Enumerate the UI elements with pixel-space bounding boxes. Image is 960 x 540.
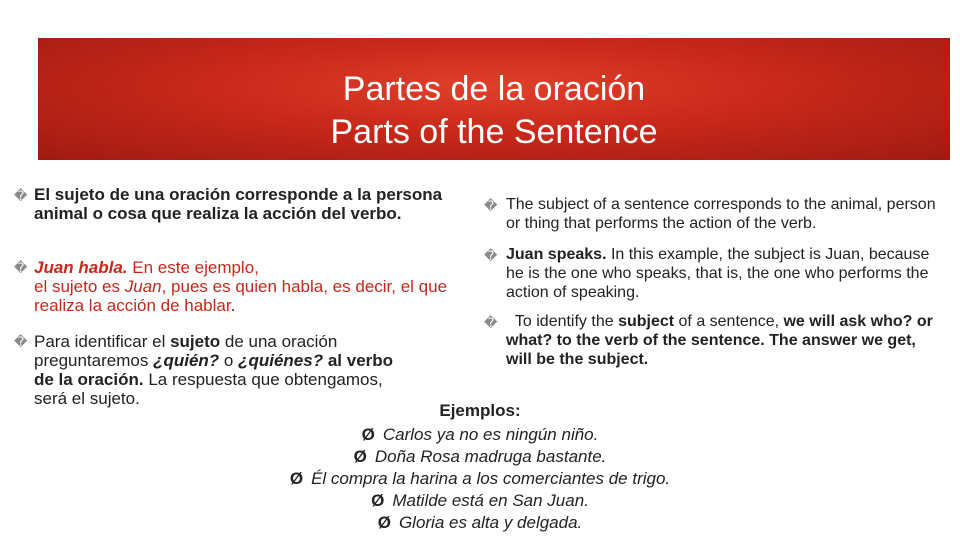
left-bullet-3: Para identificar el sujeto de una oración preguntaremos ¿quién? o ¿quiénes? al verbo de la oración. La respuesta que obtengamos, será el sujeto.: [34, 332, 394, 408]
bullet-icon: �: [484, 315, 498, 330]
bullet-icon: �: [14, 260, 28, 275]
example-item: Ø Matilde está en San Juan.: [371, 491, 589, 510]
left-bullet-1: El sujeto de una oración corresponde a la persona animal o cosa que realiza la acción del verbo.: [34, 185, 443, 223]
arrow-bullet-icon: Ø: [377, 513, 391, 532]
arrow-bullet-icon: Ø: [353, 447, 367, 466]
example-item: Ø Carlos ya no es ningún niño.: [361, 425, 599, 444]
left-bullet-2: Juan habla. En este ejemplo, el sujeto es Juan, pues es quien habla, es decir, el que realiza la acción de hablar.: [34, 258, 448, 315]
arrow-bullet-icon: Ø: [361, 425, 375, 444]
example-item: Ø Él compra la harina a los comerciantes de trigo.: [289, 469, 671, 488]
example-sentence: Juan habla.: [34, 258, 128, 277]
example-item: Ø Doña Rosa madruga bastante.: [353, 447, 607, 466]
bullet-icon: �: [484, 198, 498, 213]
right-bullet-3: To identify the subject of a sentence, we will ask who? or what? to the verb of the sentence. The answer we get, will be the subject.: [506, 313, 933, 368]
arrow-bullet-icon: Ø: [289, 469, 304, 488]
right-bullet-1: The subject of a sentence corresponds to the animal, person or thing that performs the action of the verb.: [506, 196, 936, 232]
title-english: Parts of the Sentence: [330, 113, 658, 151]
examples-heading: Ejemplos:: [439, 401, 521, 420]
bullet-icon: �: [484, 248, 498, 263]
right-bullet-2: Juan speaks. In this example, the subject is Juan, because he is the one who speaks, that is, the one who performs the action of speaking.: [506, 246, 930, 301]
bullet-icon: �: [14, 188, 28, 203]
arrow-bullet-icon: Ø: [371, 491, 385, 510]
example-item: Ø Gloria es alta y delgada.: [377, 513, 583, 532]
title-spanish: Partes de la oración: [342, 70, 646, 108]
bullet-icon: �: [14, 334, 28, 349]
